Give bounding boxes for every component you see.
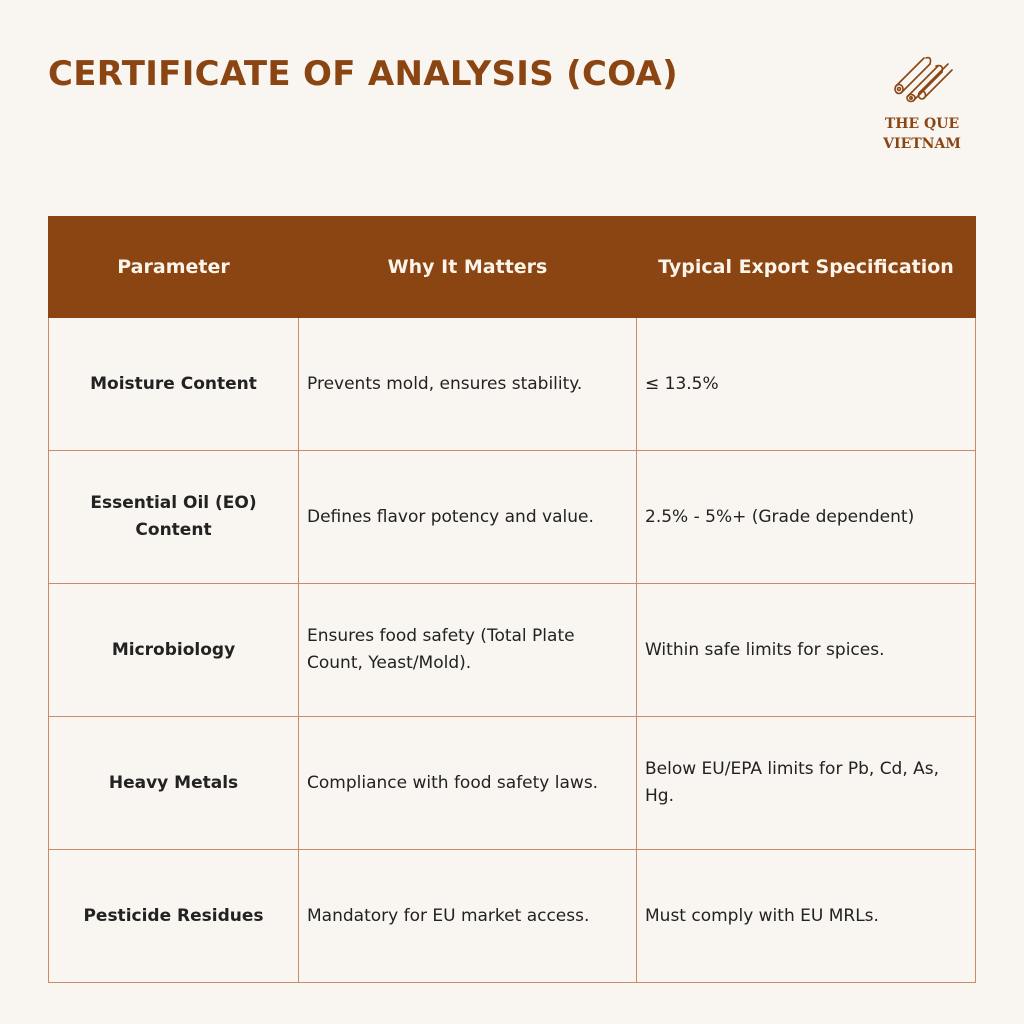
why-cell: Mandatory for EU market access. (299, 850, 637, 983)
table-header-row (49, 217, 976, 318)
spec-cell: Within safe limits for spices. (637, 584, 976, 717)
parameter-cell: Heavy Metals (49, 717, 299, 850)
parameter-cell: Pesticide Residues (49, 850, 299, 983)
page-title: CERTIFICATE OF ANALYSIS (COA) (48, 54, 678, 94)
spec-cell: 2.5% - 5%+ (Grade dependent) (637, 451, 976, 584)
table-row (49, 850, 976, 983)
table-row (49, 318, 976, 451)
spec-cell: Below EU/EPA limits for Pb, Cd, As, Hg. (637, 717, 976, 850)
why-cell: Defines flavor potency and value. (299, 451, 637, 584)
parameter-cell: Microbiology (49, 584, 299, 717)
table-row (49, 451, 976, 584)
spec-cell: ≤ 13.5% (637, 318, 976, 451)
parameter-cell: Moisture Content (49, 318, 299, 451)
cinnamon-sticks-icon (890, 52, 954, 104)
header-why-it-matters: Why It Matters (299, 217, 637, 318)
header-parameter: Parameter (49, 217, 299, 318)
table-row (49, 584, 976, 717)
brand-name-line2: VIETNAM (883, 136, 961, 152)
why-cell: Ensures food safety (Total Plate Count, Yeast/Mold). (299, 584, 637, 717)
spec-cell: Must comply with EU MRLs. (637, 850, 976, 983)
why-cell: Prevents mold, ensures stability. (299, 318, 637, 451)
brand-logo (874, 52, 970, 154)
table-row (49, 717, 976, 850)
coa-table (48, 216, 976, 983)
brand-name-line1: THE QUE (884, 116, 960, 132)
header-typical-export-specification: Typical Export Specification (637, 217, 976, 318)
why-cell: Compliance with food safety laws. (299, 717, 637, 850)
parameter-cell: Essential Oil (EO) Content (49, 451, 299, 584)
